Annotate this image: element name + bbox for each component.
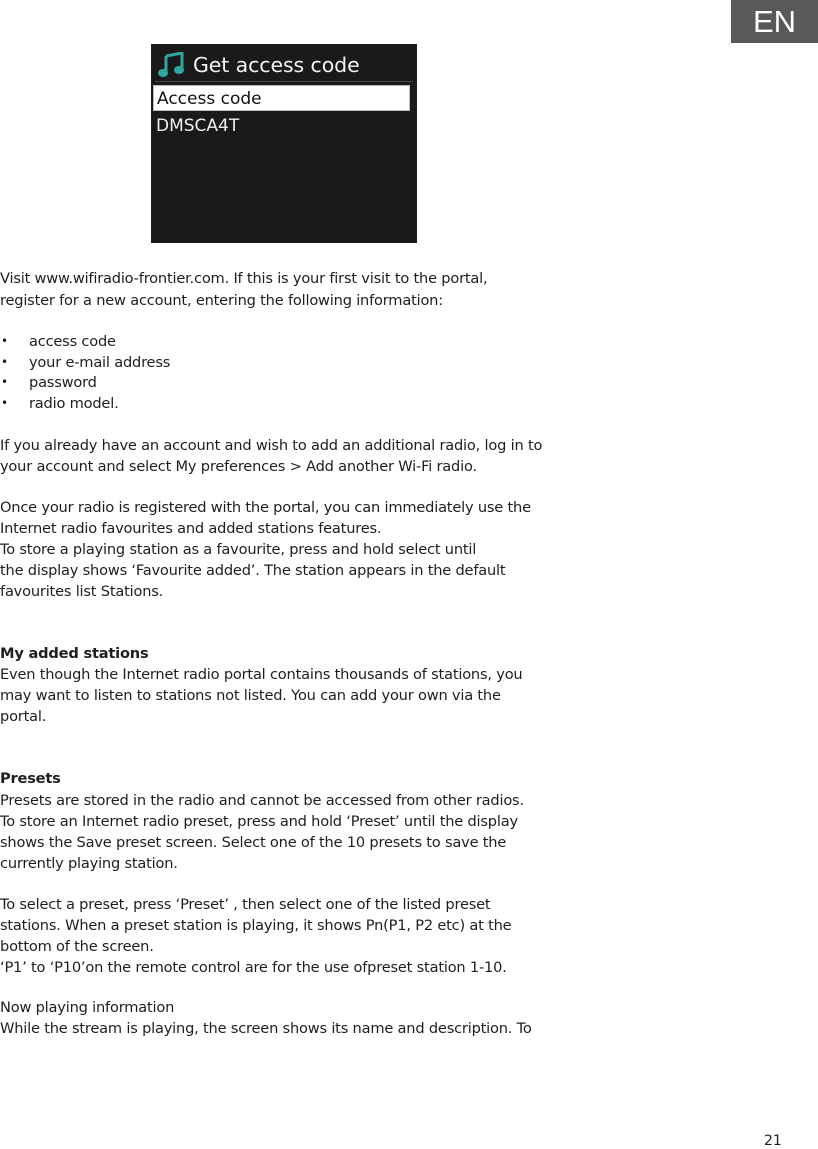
added-stations-line-1: Even though the Internet radio portal contains thousands of stations, you <box>0 666 523 683</box>
screen-menu-item-access-code: Access code <box>153 85 410 111</box>
registered-line-1: Once your radio is registered with the portal, you can immediately use the <box>0 499 531 516</box>
presets-line-1: Presets are stored in the radio and cannot be accessed from other radios. <box>0 792 524 809</box>
added-stations-heading: My added stations <box>0 645 149 662</box>
screen-title: Get access code <box>193 53 360 77</box>
registered-line-4: the display shows ‘Favourite added’. The station appears in the default <box>0 562 506 579</box>
bullet-text: access code <box>29 333 116 350</box>
presets-line-4: currently playing station. <box>0 855 178 872</box>
screen-header <box>157 50 413 80</box>
added-stations-line-2: may want to listen to stations not listed. You can add your own via the <box>0 687 501 704</box>
bullet-dot: • <box>1 396 8 410</box>
access-code-value: DMSCA4T <box>156 116 240 136</box>
presets-line-7: bottom of the screen. <box>0 938 154 955</box>
language-tab: EN <box>731 0 818 43</box>
registered-line-3: To store a playing station as a favourite, press and hold select until <box>0 541 477 558</box>
presets-line-5: To select a preset, press ‘Preset’ , then select one of the listed preset <box>0 896 491 913</box>
intro-line-2: register for a new account, entering the following information: <box>0 292 443 309</box>
existing-account-line-1: If you already have an account and wish to add an additional radio, log in to <box>0 437 543 454</box>
existing-account-line-2: your account and select My preferences > Add another Wi-Fi radio. <box>0 458 477 475</box>
screen-divider <box>155 81 413 82</box>
presets-heading: Presets <box>0 770 61 787</box>
bullet-dot: • <box>1 375 8 389</box>
now-playing-line-1: While the stream is playing, the screen shows its name and description. To <box>0 1020 532 1037</box>
page-number: 21 <box>764 1133 782 1149</box>
intro-line-1: Visit www.wifiradio-frontier.com. If this is your first visit to the portal, <box>0 270 488 287</box>
presets-line-3: shows the Save preset screen. Select one of the 10 presets to save the <box>0 834 507 851</box>
bullet-text: radio model. <box>29 395 119 412</box>
presets-line-6: stations. When a preset station is playing, it shows Pn(P1, P2 etc) at the <box>0 917 512 934</box>
now-playing-heading: Now playing information <box>0 999 175 1016</box>
music-note-icon <box>157 52 185 78</box>
radio-display-screenshot <box>151 44 417 243</box>
added-stations-line-3: portal. <box>0 708 47 725</box>
bullet-dot: • <box>1 334 8 348</box>
bullet-dot: • <box>1 355 8 369</box>
registered-line-5: favourites list Stations. <box>0 583 164 600</box>
presets-line-2: To store an Internet radio preset, press and hold ‘Preset’ until the display <box>0 813 518 830</box>
bullet-text: password <box>29 374 97 391</box>
presets-line-8: ‘P1’ to ‘P10’on the remote control are for the use ofpreset station 1-10. <box>0 959 507 976</box>
registered-line-2: Internet radio favourites and added stations features. <box>0 520 382 537</box>
bullet-text: your e-mail address <box>29 354 171 371</box>
